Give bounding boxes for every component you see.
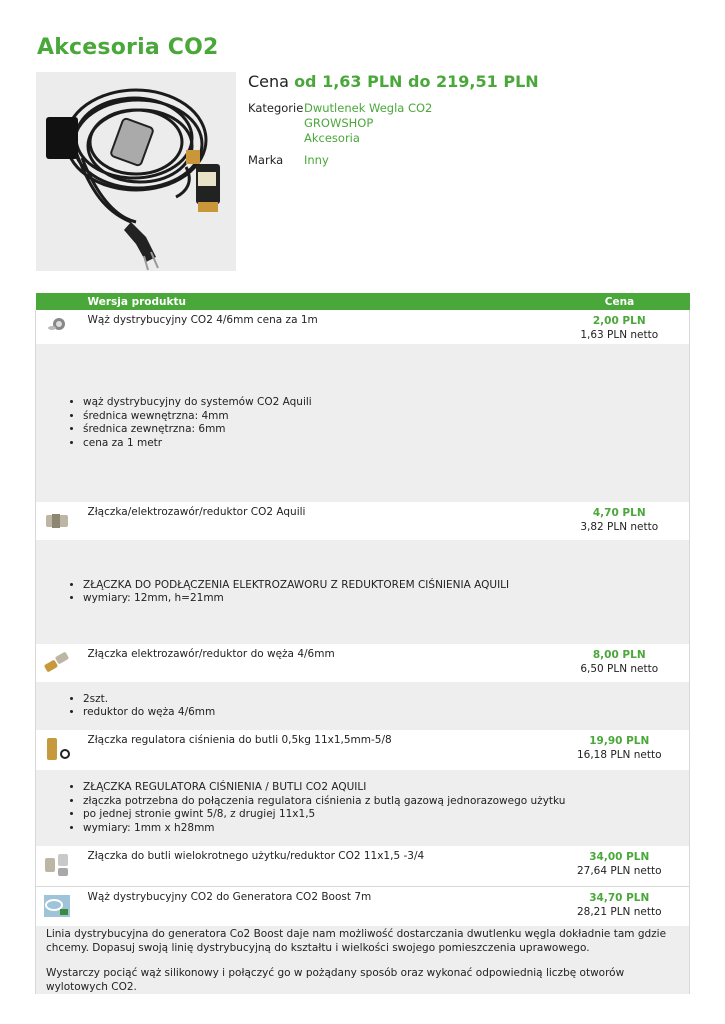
hose-thumbnail-icon [42,314,72,344]
description-bullet: • reduktor do węża 4/6mm [83,706,679,720]
price-summary [248,72,688,92]
description-bullet: • wąż dystrybucyjny do systemów CO2 Aquili [83,396,679,410]
variant-gross-price: 19,90 PLN [589,735,650,747]
brand-row [248,153,688,168]
variant-name: Złączka elektrozawór/reduktor do węża 4/6mm [87,648,335,660]
variant-name: Wąż dystrybucyjny CO2 do Generatora CO2 Boost 7m [87,890,372,903]
brand-label: Marka [248,153,284,167]
description-bullet: • po jednej stronie gwint 5/8, z drugiej 11x1,5 [83,808,679,822]
description-bullet: • złączka potrzebna do połączenia regulatora ciśnienia z butlą gazową jednorazowego użytku [83,795,679,809]
categories-row [248,101,688,146]
description-bullet: • średnica wewnętrzna: 4mm [83,410,679,424]
table-row[interactable] [36,310,690,344]
variant-gross-price: 8,00 PLN [592,649,646,661]
variant-net-price: 6,50 PLN netto [580,663,659,675]
product-photo-illustration [36,72,236,271]
variant-name: Złączka regulatora ciśnienia do butli 0,5kg 11x1,5mm-5/8 [87,734,392,746]
brass-fitting-thumbnail-icon [42,734,72,764]
header-price: Cena [604,295,635,308]
table-row[interactable] [36,644,690,682]
table-row[interactable] [36,846,690,886]
description-bullet: • cena za 1 metr [83,437,679,451]
categories-label: Kategorie [248,101,304,115]
variant-description [36,770,690,846]
description-paragraph: Wystarczy pociąć wąż silikonowy i połączyć go w pożądany sposób oraz wykonać odpowiednią liczbę otworów wylotowych CO2. [46,966,625,993]
variants-table [35,293,690,994]
variant-description [36,344,690,502]
variant-net-price: 3,82 PLN netto [580,521,659,533]
variant-net-price: 28,21 PLN netto [576,905,662,918]
variant-name: Złączka/elektrozawór/reduktor CO2 Aquili [87,506,306,518]
variant-gross-price: 4,70 PLN [592,507,646,519]
variant-name: Złączka do butli wielokrotnego użytku/reduktor CO2 11x1,5 -3/4 [87,850,425,862]
product-info [248,72,688,168]
table-row[interactable] [36,730,690,770]
page-title: Akcesoria CO2 [37,35,219,60]
variant-description [36,682,690,730]
table-row[interactable] [36,502,690,540]
price-range: od 1,63 PLN do 219,51 PLN [294,72,539,91]
variant-name: Wąż dystrybucyjny CO2 4/6mm cena za 1m [87,314,318,326]
header-version: Wersja produktu [87,295,186,308]
table-header [36,293,690,310]
variant-net-price: 27,64 PLN netto [576,865,662,877]
category-link[interactable]: Dwutlenek Wegla CO2 [304,101,433,115]
description-bullet: • średnica zewnętrzna: 6mm [83,423,679,437]
connector-thumbnail-icon [42,506,72,536]
variant-description [36,540,690,644]
product-image[interactable] [36,72,236,271]
variant-net-price: 1,63 PLN netto [580,329,659,341]
table-row[interactable] [36,886,690,926]
description-bullet: • wymiary: 1mm x h28mm [83,822,679,836]
description-bullet: • wymiary: 12mm, h=21mm [83,592,679,606]
category-link[interactable]: Akcesoria [304,131,360,145]
variant-net-price: 16,18 PLN netto [576,749,662,761]
variant-gross-price: 34,70 PLN [589,891,650,904]
description-bullet: • ZŁĄCZKA REGULATORA CIŚNIENIA / BUTLI CO2 AQUILI [83,781,679,795]
price-label: Cena [248,72,289,91]
variant-description [36,926,690,994]
description-bullet: • 2szt. [83,693,679,707]
variant-gross-price: 2,00 PLN [592,315,646,327]
boost-hose-thumbnail-icon [42,891,72,921]
variant-gross-price: 34,00 PLN [589,851,650,863]
description-paragraph: Linia dystrybucyjna do generatora Co2 Boost daje nam możliwość dostarczania dwutlenku węgla dokładnie tam gdzie chcemy. Dopasuj swoją linię dystrybucyjną do kształtu i wielkości swojego pomieszczenia uprawowego. [46,927,667,954]
connector-pair-thumbnail-icon [42,648,72,678]
fitting-set-thumbnail-icon [42,850,72,880]
category-link[interactable]: GROWSHOP [304,116,374,130]
description-bullet: • ZŁĄCZKA DO PODŁĄCZENIA ELEKTROZAWORU Z REDUKTOREM CIŚNIENIA AQUILI [83,579,679,593]
brand-link[interactable]: Inny [304,153,329,167]
